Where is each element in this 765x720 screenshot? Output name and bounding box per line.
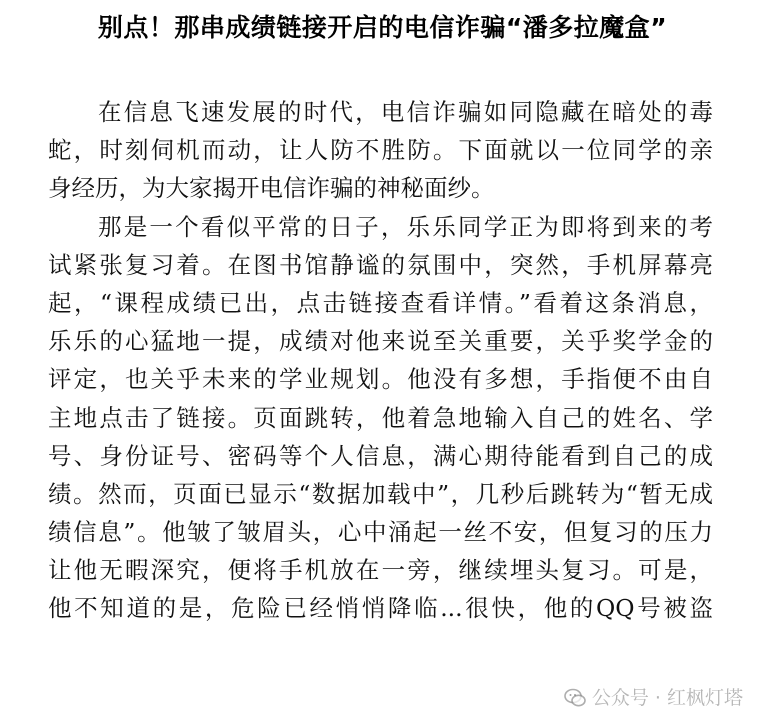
paragraph-2 — [48, 208, 713, 628]
text-line: 主地点击了链接。页面跳转，他着急地输入自己的姓名、学 — [48, 403, 713, 432]
text-line: 试紧张复习着。在图书馆静谧的氛围中，突然，手机屏幕亮 — [48, 250, 713, 279]
watermark — [564, 686, 743, 710]
text-line: 号、身份证号、密码等个人信息，满心期待能看到自己的成 — [48, 441, 713, 470]
watermark-text: 公众号 · 红枫灯塔 — [591, 687, 743, 709]
article-body — [48, 93, 713, 628]
text-line: 那是一个看似平常的日子，乐乐同学正为即将到来的考 — [98, 212, 713, 241]
text-line: 在信息飞速发展的时代，电信诈骗如同隐藏在暗处的毒 — [98, 98, 713, 126]
text-line: 身经历，为大家揭开电信诈骗的神秘面纱。 — [48, 174, 495, 203]
text-line: 他不知道的是，危险已经悄悄降临...很快，他的QQ号被盗 — [48, 594, 713, 623]
text-line: 绩信息”。他皱了皱眉头，心中涌起一丝不安，但复习的压力 — [48, 518, 713, 547]
text-line: 绩。然而，页面已显示“数据加载中”，几秒后跳转为“暂无成 — [48, 479, 713, 508]
text-line: 起，“课程成绩已出，点击链接查看详情。”看着这条消息， — [48, 288, 713, 317]
wechat-icon — [564, 687, 586, 709]
paragraph-1 — [48, 93, 713, 208]
text-line: 评定，也关乎未来的学业规划。他没有多想，手指便不由自 — [48, 365, 713, 394]
text-line: 蛇，时刻伺机而动，让人防不胜防。下面就以一位同学的亲 — [48, 136, 713, 165]
text-line: 乐乐的心猛地一提，成绩对他来说至关重要，关乎奖学金的 — [48, 327, 713, 356]
page-title: 别点！那串成绩链接开启的电信诈骗“潘多拉魔盒” — [97, 13, 668, 42]
text-line: 让他无暇深究，便将手机放在一旁，继续埋头复习。可是， — [48, 556, 713, 585]
